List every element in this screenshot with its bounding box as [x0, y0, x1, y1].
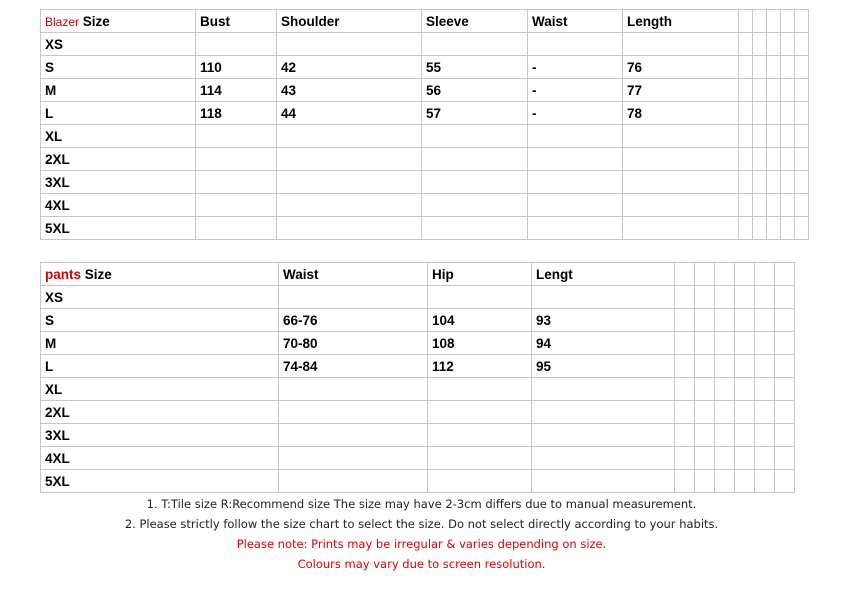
empty-cell	[767, 171, 781, 194]
measurement-cell: 112	[428, 355, 532, 378]
measurement-cell	[532, 378, 675, 401]
empty-cell	[795, 148, 809, 171]
empty-cell	[739, 194, 753, 217]
column-header-length: Lengt	[532, 263, 675, 286]
table-row	[41, 171, 809, 194]
column-header-length: Length	[623, 10, 739, 33]
empty-cell	[753, 125, 767, 148]
measurement-cell	[279, 286, 428, 309]
measurement-cell	[528, 217, 623, 240]
measurement-cell	[279, 401, 428, 424]
empty-cell	[775, 332, 795, 355]
measurement-cell: 70-80	[279, 332, 428, 355]
empty-cell	[767, 217, 781, 240]
size-cell: S	[41, 309, 279, 332]
measurement-cell	[422, 194, 528, 217]
table-row	[41, 125, 809, 148]
measurement-cell	[623, 125, 739, 148]
measurement-cell	[279, 447, 428, 470]
empty-cell	[715, 355, 735, 378]
measurement-cell	[277, 171, 422, 194]
measurement-cell	[196, 194, 277, 217]
empty-cell	[715, 470, 735, 493]
empty-cell	[753, 171, 767, 194]
measurement-cell	[623, 148, 739, 171]
empty-cell	[755, 309, 775, 332]
empty-cell	[767, 79, 781, 102]
table-row	[41, 447, 795, 470]
empty-cell	[755, 355, 775, 378]
measurement-cell	[623, 33, 739, 56]
column-header-sleeve: Sleeve	[422, 10, 528, 33]
blazer-header-row	[41, 10, 809, 33]
empty-cell	[755, 401, 775, 424]
empty-cell	[753, 79, 767, 102]
empty-cell	[767, 33, 781, 56]
empty-cell	[735, 309, 755, 332]
empty-cell	[781, 56, 795, 79]
measurement-cell	[528, 148, 623, 171]
measurement-cell	[422, 33, 528, 56]
empty-cell	[795, 56, 809, 79]
empty-cell	[739, 148, 753, 171]
empty-cell	[735, 355, 755, 378]
empty-cell	[695, 332, 715, 355]
empty-cell	[781, 102, 795, 125]
measurement-cell	[528, 171, 623, 194]
measurement-cell	[532, 286, 675, 309]
empty-cell	[695, 447, 715, 470]
empty-cell	[767, 194, 781, 217]
empty-cell	[675, 378, 695, 401]
note-measurement: 1. T:Tile size R:Recommend size The size may have 2-3cm differs due to manual measurement.	[146, 497, 697, 511]
table-row	[41, 470, 795, 493]
measurement-cell	[279, 470, 428, 493]
measurement-cell	[422, 148, 528, 171]
empty-cell	[755, 470, 775, 493]
measurement-cell	[532, 424, 675, 447]
size-cell: 3XL	[41, 424, 279, 447]
empty-cell	[715, 286, 735, 309]
empty-cell	[735, 424, 755, 447]
table-row	[41, 332, 795, 355]
empty-cell	[735, 263, 755, 286]
measurement-cell: 93	[532, 309, 675, 332]
empty-cell	[775, 263, 795, 286]
size-cell: XL	[41, 378, 279, 401]
size-cell: XL	[41, 125, 196, 148]
empty-cell	[715, 263, 735, 286]
empty-cell	[775, 355, 795, 378]
empty-cell	[753, 10, 767, 33]
column-header-hip: Hip	[428, 263, 532, 286]
empty-cell	[795, 217, 809, 240]
empty-cell	[775, 286, 795, 309]
empty-cell	[675, 309, 695, 332]
size-cell: 2XL	[41, 401, 279, 424]
empty-cell	[675, 263, 695, 286]
empty-cell	[775, 447, 795, 470]
empty-cell	[755, 286, 775, 309]
empty-cell	[755, 332, 775, 355]
note-follow-chart: 2. Please strictly follow the size chart to select the size. Do not select directly according to your habits.	[124, 517, 719, 531]
empty-cell	[739, 102, 753, 125]
empty-cell	[695, 309, 715, 332]
size-cell: M	[41, 79, 196, 102]
empty-cell	[739, 10, 753, 33]
pants-size-table	[40, 262, 795, 493]
size-cell: 4XL	[41, 447, 279, 470]
size-cell: 4XL	[41, 194, 196, 217]
blazer-size-table	[40, 9, 809, 240]
empty-cell	[695, 286, 715, 309]
size-cell: XS	[41, 33, 196, 56]
column-header-waist: Waist	[279, 263, 428, 286]
table-row	[41, 378, 795, 401]
empty-cell	[753, 194, 767, 217]
measurement-cell: 55	[422, 56, 528, 79]
empty-cell	[767, 125, 781, 148]
size-cell: XS	[41, 286, 279, 309]
measurement-cell	[528, 125, 623, 148]
measurement-cell	[279, 378, 428, 401]
size-label: Size	[82, 13, 110, 29]
measurement-cell	[532, 470, 675, 493]
empty-cell	[739, 56, 753, 79]
note-prints-warning: Please note: Prints may be irregular & varies depending on size.	[236, 537, 607, 551]
note-colours-warning: Colours may vary due to screen resolution.	[297, 557, 546, 571]
empty-cell	[715, 424, 735, 447]
table-row	[41, 286, 795, 309]
empty-cell	[753, 33, 767, 56]
empty-cell	[755, 424, 775, 447]
empty-cell	[775, 309, 795, 332]
empty-cell	[781, 125, 795, 148]
empty-cell	[781, 194, 795, 217]
column-header-waist: Waist	[528, 10, 623, 33]
blazer-label: Blazer	[45, 14, 80, 29]
measurement-cell: 95	[532, 355, 675, 378]
empty-cell	[795, 194, 809, 217]
measurement-cell: 104	[428, 309, 532, 332]
measurement-cell: -	[528, 79, 623, 102]
table-row	[41, 194, 809, 217]
measurement-cell	[428, 447, 532, 470]
empty-cell	[753, 148, 767, 171]
empty-cell	[781, 79, 795, 102]
measurement-cell	[196, 148, 277, 171]
measurement-cell	[277, 194, 422, 217]
empty-cell	[775, 378, 795, 401]
table-row	[41, 217, 809, 240]
empty-cell	[767, 102, 781, 125]
empty-cell	[695, 401, 715, 424]
size-cell: M	[41, 332, 279, 355]
empty-cell	[675, 355, 695, 378]
empty-cell	[753, 102, 767, 125]
measurement-cell	[279, 424, 428, 447]
measurement-cell	[528, 194, 623, 217]
measurement-cell	[428, 470, 532, 493]
measurement-cell	[277, 217, 422, 240]
measurement-cell	[428, 286, 532, 309]
empty-cell	[795, 10, 809, 33]
measurement-cell	[422, 171, 528, 194]
measurement-cell	[422, 217, 528, 240]
empty-cell	[739, 125, 753, 148]
empty-cell	[755, 447, 775, 470]
measurement-cell	[422, 125, 528, 148]
empty-cell	[795, 33, 809, 56]
measurement-cell: 114	[196, 79, 277, 102]
empty-cell	[781, 33, 795, 56]
empty-cell	[675, 447, 695, 470]
empty-cell	[695, 424, 715, 447]
measurement-cell: 74-84	[279, 355, 428, 378]
measurement-cell: 44	[277, 102, 422, 125]
measurement-cell	[623, 171, 739, 194]
empty-cell	[795, 102, 809, 125]
empty-cell	[695, 355, 715, 378]
column-header-bust: Bust	[196, 10, 277, 33]
measurement-cell: 94	[532, 332, 675, 355]
empty-cell	[739, 33, 753, 56]
table-row	[41, 401, 795, 424]
pants-label: pants	[45, 266, 82, 282]
empty-cell	[775, 470, 795, 493]
table-row	[41, 424, 795, 447]
empty-cell	[795, 125, 809, 148]
measurement-cell	[528, 33, 623, 56]
measurement-cell	[623, 194, 739, 217]
empty-cell	[675, 401, 695, 424]
empty-cell	[755, 378, 775, 401]
empty-cell	[775, 401, 795, 424]
measurement-cell: 108	[428, 332, 532, 355]
empty-cell	[781, 148, 795, 171]
empty-cell	[675, 424, 695, 447]
empty-cell	[739, 171, 753, 194]
empty-cell	[775, 424, 795, 447]
empty-cell	[695, 470, 715, 493]
measurement-cell	[277, 148, 422, 171]
measurement-cell	[428, 378, 532, 401]
measurement-cell: 56	[422, 79, 528, 102]
size-cell: 5XL	[41, 470, 279, 493]
measurement-cell	[196, 125, 277, 148]
measurement-cell	[532, 447, 675, 470]
size-cell: 5XL	[41, 217, 196, 240]
table-row	[41, 148, 809, 171]
pants-header-row	[41, 263, 795, 286]
measurement-cell	[532, 401, 675, 424]
measurement-cell	[428, 401, 532, 424]
empty-cell	[795, 171, 809, 194]
empty-cell	[675, 286, 695, 309]
empty-cell	[715, 401, 735, 424]
table-row	[41, 102, 809, 125]
table-row	[41, 56, 809, 79]
size-cell: L	[41, 102, 196, 125]
measurement-cell: 76	[623, 56, 739, 79]
empty-cell	[767, 10, 781, 33]
empty-cell	[795, 79, 809, 102]
empty-cell	[781, 10, 795, 33]
empty-cell	[735, 378, 755, 401]
empty-cell	[739, 79, 753, 102]
empty-cell	[767, 148, 781, 171]
measurement-cell: 42	[277, 56, 422, 79]
empty-cell	[755, 263, 775, 286]
empty-cell	[781, 217, 795, 240]
measurement-cell: 110	[196, 56, 277, 79]
empty-cell	[735, 401, 755, 424]
empty-cell	[715, 332, 735, 355]
empty-cell	[695, 263, 715, 286]
table-row	[41, 355, 795, 378]
size-label: Size	[84, 266, 112, 282]
measurement-cell	[623, 217, 739, 240]
empty-cell	[753, 56, 767, 79]
table-row	[41, 309, 795, 332]
column-header-shoulder: Shoulder	[277, 10, 422, 33]
measurement-cell: 77	[623, 79, 739, 102]
measurement-cell: -	[528, 102, 623, 125]
empty-cell	[735, 447, 755, 470]
measurement-cell: 66-76	[279, 309, 428, 332]
empty-cell	[767, 56, 781, 79]
empty-cell	[675, 332, 695, 355]
measurement-cell	[277, 33, 422, 56]
empty-cell	[739, 217, 753, 240]
empty-cell	[675, 470, 695, 493]
table-row	[41, 33, 809, 56]
empty-cell	[735, 332, 755, 355]
empty-cell	[715, 309, 735, 332]
pants-header-size-cell	[41, 263, 279, 286]
measurement-cell	[277, 125, 422, 148]
blazer-header-size-cell	[41, 10, 196, 33]
size-cell: L	[41, 355, 279, 378]
measurement-cell: 118	[196, 102, 277, 125]
size-cell: S	[41, 56, 196, 79]
measurement-cell	[196, 217, 277, 240]
measurement-cell: -	[528, 56, 623, 79]
measurement-cell: 57	[422, 102, 528, 125]
empty-cell	[715, 378, 735, 401]
empty-cell	[735, 470, 755, 493]
empty-cell	[753, 217, 767, 240]
size-cell: 3XL	[41, 171, 196, 194]
empty-cell	[715, 447, 735, 470]
measurement-cell	[428, 424, 532, 447]
size-cell: 2XL	[41, 148, 196, 171]
measurement-cell: 43	[277, 79, 422, 102]
empty-cell	[695, 378, 715, 401]
table-row	[41, 79, 809, 102]
measurement-cell: 78	[623, 102, 739, 125]
measurement-cell	[196, 33, 277, 56]
empty-cell	[781, 171, 795, 194]
empty-cell	[735, 286, 755, 309]
measurement-cell	[196, 171, 277, 194]
